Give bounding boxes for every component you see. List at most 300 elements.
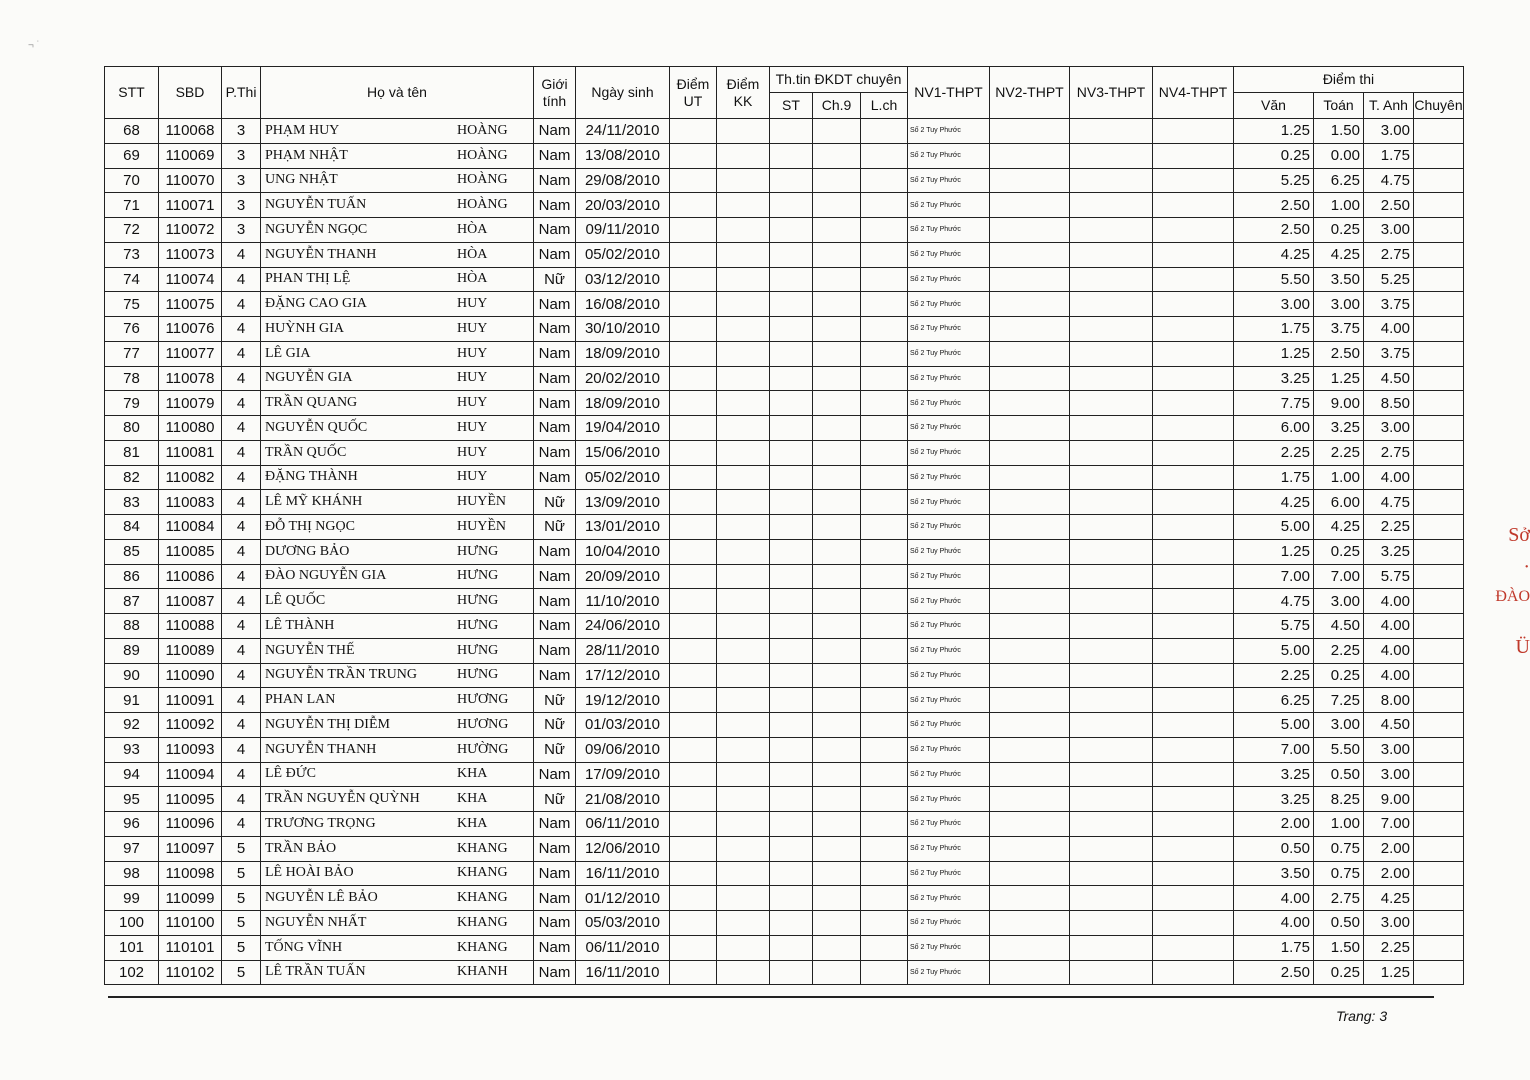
cell-chuyen — [1414, 861, 1464, 886]
cell-st — [770, 861, 813, 886]
col-nv1: NV1-THPT — [908, 67, 990, 119]
cell-gioitinh: Nữ — [534, 515, 576, 540]
stamp-fragment-1: Sở — [1508, 524, 1530, 546]
cell-diemut — [670, 341, 717, 366]
cell-nv3 — [1070, 490, 1153, 515]
cell-pthi: 5 — [222, 861, 261, 886]
cell-nv2 — [990, 812, 1070, 837]
cell-pthi: 4 — [222, 391, 261, 416]
ho-lot: PHAN LAN — [265, 692, 336, 708]
cell-gioitinh: Nam — [534, 440, 576, 465]
cell-ch9 — [813, 515, 861, 540]
cell-ngaysinh: 28/11/2010 — [576, 638, 670, 663]
cell-st — [770, 168, 813, 193]
ten: HƯNG — [457, 617, 499, 633]
cell-nv3 — [1070, 267, 1153, 292]
cell-sbd: 110084 — [159, 515, 222, 540]
cell-nv4 — [1153, 391, 1234, 416]
ho-lot: NGUYỄN THẾ — [265, 642, 355, 658]
ho-lot: DƯƠNG BẢO — [265, 543, 350, 559]
cell-chuyen — [1414, 515, 1464, 540]
cell-nv1: Số 2 Tuy Phước — [908, 490, 990, 515]
cell-nv1: Số 2 Tuy Phước — [908, 465, 990, 490]
cell-nv1: Số 2 Tuy Phước — [908, 638, 990, 663]
cell-nv3 — [1070, 911, 1153, 936]
cell-lch — [861, 836, 908, 861]
cell-nv3 — [1070, 787, 1153, 812]
cell-chuyen — [1414, 787, 1464, 812]
cell-toan: 0.25 — [1314, 663, 1364, 688]
cell-chuyen — [1414, 440, 1464, 465]
cell-sbd: 110099 — [159, 886, 222, 911]
cell-diemkk — [717, 886, 770, 911]
cell-pthi: 5 — [222, 886, 261, 911]
cell-name — [261, 713, 534, 738]
cell-toan: 2.25 — [1314, 638, 1364, 663]
cell-lch — [861, 143, 908, 168]
cell-st — [770, 762, 813, 787]
cell-name — [261, 836, 534, 861]
cell-chuyen — [1414, 762, 1464, 787]
cell-st — [770, 292, 813, 317]
cell-chuyen — [1414, 267, 1464, 292]
cell-lch — [861, 490, 908, 515]
cell-ngaysinh: 17/12/2010 — [576, 663, 670, 688]
table-row — [105, 960, 1519, 985]
cell-ngaysinh: 15/06/2010 — [576, 440, 670, 465]
cell-diemkk — [717, 242, 770, 267]
cell-van: 2.50 — [1234, 960, 1314, 985]
cell-ngaysinh: 06/11/2010 — [576, 935, 670, 960]
table-row — [105, 391, 1519, 416]
ten: HOÀNG — [457, 122, 508, 138]
cell-diemkk — [717, 812, 770, 837]
cell-st — [770, 564, 813, 589]
cell-pthi: 4 — [222, 416, 261, 441]
cell-anh: 2.00 — [1364, 836, 1414, 861]
cell-st — [770, 267, 813, 292]
ten: HUY — [457, 370, 488, 386]
cell-chuyen — [1414, 193, 1464, 218]
cell-pthi: 3 — [222, 218, 261, 243]
cell-toan: 1.00 — [1314, 812, 1364, 837]
stamp-fragment-3: ĐÀO — [1495, 588, 1530, 605]
cell-pthi: 4 — [222, 242, 261, 267]
ho-lot: LÊ THÀNH — [265, 617, 335, 633]
cell-nv1: Số 2 Tuy Phước — [908, 539, 990, 564]
cell-diemkk — [717, 935, 770, 960]
ho-lot: PHẠM NHẬT — [265, 147, 348, 163]
ten: HUY — [457, 395, 488, 411]
cell-gioitinh: Nam — [534, 416, 576, 441]
ten: HOÀNG — [457, 197, 508, 213]
cell-toan: 0.75 — [1314, 836, 1364, 861]
cell-nv4 — [1153, 960, 1234, 985]
cell-diemkk — [717, 341, 770, 366]
cell-stt: 97 — [105, 836, 159, 861]
cell-van: 4.25 — [1234, 242, 1314, 267]
page-number: 3 — [1379, 1008, 1388, 1024]
cell-gioitinh: Nam — [534, 836, 576, 861]
cell-lch — [861, 193, 908, 218]
cell-ngaysinh: 05/02/2010 — [576, 242, 670, 267]
cell-toan: 3.00 — [1314, 713, 1364, 738]
cell-name — [261, 218, 534, 243]
cell-van: 0.25 — [1234, 143, 1314, 168]
cell-nv1: Số 2 Tuy Phước — [908, 713, 990, 738]
cell-diemut — [670, 762, 717, 787]
cell-nv3 — [1070, 143, 1153, 168]
cell-sbd: 110096 — [159, 812, 222, 837]
cell-ch9 — [813, 935, 861, 960]
cell-anh: 3.00 — [1364, 416, 1414, 441]
cell-stt: 80 — [105, 416, 159, 441]
ten: HOÀNG — [457, 147, 508, 163]
cell-name — [261, 539, 534, 564]
cell-gioitinh: Nam — [534, 292, 576, 317]
cell-lch — [861, 391, 908, 416]
cell-ngaysinh: 13/08/2010 — [576, 143, 670, 168]
table-row — [105, 490, 1519, 515]
cell-ch9 — [813, 812, 861, 837]
cell-gioitinh: Nam — [534, 935, 576, 960]
ho-lot: TRẦN QUANG — [265, 395, 358, 411]
cell-pthi: 4 — [222, 317, 261, 342]
table-row — [105, 935, 1519, 960]
cell-ch9 — [813, 663, 861, 688]
col-nv3: NV3-THPT — [1070, 67, 1153, 119]
ten: HUY — [457, 419, 488, 435]
cell-nv1: Số 2 Tuy Phước — [908, 911, 990, 936]
cell-stt: 76 — [105, 317, 159, 342]
cell-anh: 3.00 — [1364, 911, 1414, 936]
cell-ngaysinh: 19/12/2010 — [576, 688, 670, 713]
cell-stt: 102 — [105, 960, 159, 985]
cell-gioitinh: Nam — [534, 663, 576, 688]
cell-nv2 — [990, 143, 1070, 168]
cell-toan: 6.25 — [1314, 168, 1364, 193]
stamp-fragment-2: · — [1523, 556, 1530, 578]
cell-gioitinh: Nam — [534, 960, 576, 985]
cell-nv3 — [1070, 465, 1153, 490]
ten: HÒA — [457, 221, 488, 237]
table-row — [105, 317, 1519, 342]
cell-anh: 2.25 — [1364, 515, 1414, 540]
cell-van: 1.75 — [1234, 935, 1314, 960]
cell-nv2 — [990, 267, 1070, 292]
cell-st — [770, 935, 813, 960]
cell-diemut — [670, 267, 717, 292]
cell-gioitinh: Nam — [534, 193, 576, 218]
cell-nv3 — [1070, 416, 1153, 441]
ten: HƯƠNG — [457, 716, 509, 732]
cell-toan: 0.25 — [1314, 539, 1364, 564]
cell-van: 4.00 — [1234, 886, 1314, 911]
cell-stt: 79 — [105, 391, 159, 416]
cell-stt: 87 — [105, 589, 159, 614]
cell-name — [261, 143, 534, 168]
cell-diemut — [670, 564, 717, 589]
cell-nv1: Số 2 Tuy Phước — [908, 861, 990, 886]
cell-sbd: 110071 — [159, 193, 222, 218]
cell-diemkk — [717, 960, 770, 985]
cell-gioitinh: Nam — [534, 143, 576, 168]
cell-nv3 — [1070, 168, 1153, 193]
cell-nv2 — [990, 713, 1070, 738]
cell-van: 4.75 — [1234, 589, 1314, 614]
cell-nv2 — [990, 242, 1070, 267]
cell-name — [261, 168, 534, 193]
cell-name — [261, 886, 534, 911]
cell-ch9 — [813, 317, 861, 342]
cell-nv4 — [1153, 663, 1234, 688]
ten: KHANG — [457, 865, 508, 881]
ho-lot: NGUYỄN THỊ DIỄM — [265, 716, 390, 732]
cell-stt: 83 — [105, 490, 159, 515]
table-row — [105, 416, 1519, 441]
cell-diemkk — [717, 366, 770, 391]
cell-gioitinh: Nam — [534, 762, 576, 787]
cell-ch9 — [813, 267, 861, 292]
cell-name — [261, 242, 534, 267]
cell-name — [261, 267, 534, 292]
cell-anh: 2.50 — [1364, 193, 1414, 218]
cell-sbd: 110078 — [159, 366, 222, 391]
cell-nv2 — [990, 688, 1070, 713]
cell-name — [261, 861, 534, 886]
cell-ngaysinh: 03/12/2010 — [576, 267, 670, 292]
cell-ngaysinh: 10/04/2010 — [576, 539, 670, 564]
cell-van: 1.75 — [1234, 317, 1314, 342]
cell-diemkk — [717, 638, 770, 663]
cell-pthi: 5 — [222, 911, 261, 936]
cell-pthi: 4 — [222, 539, 261, 564]
cell-nv3 — [1070, 119, 1153, 144]
cell-gioitinh: Nữ — [534, 787, 576, 812]
cell-sbd: 110077 — [159, 341, 222, 366]
ho-lot: NGUYỄN QUỐC — [265, 419, 368, 435]
ho-lot: ĐỖ THỊ NGỌC — [265, 518, 355, 534]
cell-toan: 9.00 — [1314, 391, 1364, 416]
cell-sbd: 110073 — [159, 242, 222, 267]
cell-diemkk — [717, 515, 770, 540]
cell-name — [261, 193, 534, 218]
cell-diemut — [670, 737, 717, 762]
ten: HUY — [457, 469, 488, 485]
cell-van: 6.00 — [1234, 416, 1314, 441]
cell-sbd: 110091 — [159, 688, 222, 713]
cell-diemut — [670, 935, 717, 960]
cell-diemkk — [717, 391, 770, 416]
cell-diemkk — [717, 539, 770, 564]
cell-st — [770, 193, 813, 218]
cell-anh: 8.00 — [1364, 688, 1414, 713]
cell-ngaysinh: 05/03/2010 — [576, 911, 670, 936]
cell-pthi: 4 — [222, 465, 261, 490]
table-row — [105, 515, 1519, 540]
cell-nv2 — [990, 935, 1070, 960]
cell-chuyen — [1414, 242, 1464, 267]
cell-toan: 3.00 — [1314, 589, 1364, 614]
cell-stt: 89 — [105, 638, 159, 663]
cell-anh: 2.25 — [1364, 935, 1414, 960]
cell-sbd: 110068 — [159, 119, 222, 144]
cell-ch9 — [813, 737, 861, 762]
cell-name — [261, 317, 534, 342]
cell-diemkk — [717, 465, 770, 490]
cell-sbd: 110085 — [159, 539, 222, 564]
cell-nv4 — [1153, 812, 1234, 837]
cell-ch9 — [813, 589, 861, 614]
cell-chuyen — [1414, 539, 1464, 564]
cell-gioitinh: Nữ — [534, 688, 576, 713]
cell-ngaysinh: 24/11/2010 — [576, 119, 670, 144]
cell-ngaysinh: 16/11/2010 — [576, 861, 670, 886]
cell-nv4 — [1153, 762, 1234, 787]
ho-lot: PHẠM HUY — [265, 122, 340, 138]
cell-toan: 4.25 — [1314, 515, 1364, 540]
cell-st — [770, 341, 813, 366]
cell-pthi: 3 — [222, 193, 261, 218]
cell-pthi: 4 — [222, 737, 261, 762]
results-table — [104, 66, 1519, 985]
cell-pthi: 5 — [222, 960, 261, 985]
cell-ch9 — [813, 564, 861, 589]
cell-sbd: 110095 — [159, 787, 222, 812]
cell-gioitinh: Nam — [534, 638, 576, 663]
cell-sbd: 110093 — [159, 737, 222, 762]
cell-diemut — [670, 911, 717, 936]
cell-name — [261, 366, 534, 391]
cell-chuyen — [1414, 391, 1464, 416]
ten: KHANG — [457, 939, 508, 955]
stamp-fragment-4: Ü — [1515, 636, 1530, 658]
col-pthi: P.Thi — [222, 67, 261, 119]
cell-stt: 90 — [105, 663, 159, 688]
cell-lch — [861, 688, 908, 713]
cell-lch — [861, 440, 908, 465]
ten: HƯNG — [457, 568, 499, 584]
cell-gioitinh: Nam — [534, 242, 576, 267]
cell-ngaysinh: 11/10/2010 — [576, 589, 670, 614]
cell-nv2 — [990, 638, 1070, 663]
cell-nv2 — [990, 218, 1070, 243]
cell-name — [261, 935, 534, 960]
cell-gioitinh: Nữ — [534, 737, 576, 762]
cell-toan: 3.25 — [1314, 416, 1364, 441]
cell-nv2 — [990, 465, 1070, 490]
cell-name — [261, 292, 534, 317]
cell-chuyen — [1414, 292, 1464, 317]
col-nv2: NV2-THPT — [990, 67, 1070, 119]
cell-nv3 — [1070, 292, 1153, 317]
cell-lch — [861, 515, 908, 540]
ho-lot: NGUYỄN THANH — [265, 741, 377, 757]
cell-pthi: 4 — [222, 663, 261, 688]
ho-lot: TRƯƠNG TRỌNG — [265, 815, 376, 831]
cell-nv4 — [1153, 564, 1234, 589]
cell-toan: 2.75 — [1314, 886, 1364, 911]
cell-st — [770, 911, 813, 936]
cell-pthi: 4 — [222, 564, 261, 589]
cell-diemut — [670, 218, 717, 243]
cell-ch9 — [813, 341, 861, 366]
cell-van: 3.25 — [1234, 366, 1314, 391]
cell-st — [770, 218, 813, 243]
cell-ngaysinh: 20/02/2010 — [576, 366, 670, 391]
cell-van: 7.75 — [1234, 391, 1314, 416]
cell-anh: 4.00 — [1364, 614, 1414, 639]
cell-nv1: Số 2 Tuy Phước — [908, 218, 990, 243]
ho-lot: HUỲNH GIA — [265, 320, 344, 336]
table-row — [105, 119, 1519, 144]
cell-anh: 4.00 — [1364, 589, 1414, 614]
table-row — [105, 366, 1519, 391]
cell-nv1: Số 2 Tuy Phước — [908, 589, 990, 614]
table-row — [105, 886, 1519, 911]
cell-diemkk — [717, 119, 770, 144]
cell-diemut — [670, 292, 717, 317]
cell-nv3 — [1070, 812, 1153, 837]
cell-st — [770, 119, 813, 144]
cell-anh: 5.75 — [1364, 564, 1414, 589]
cell-pthi: 4 — [222, 787, 261, 812]
ho-lot: TRẦN NGUYỄN QUỲNH — [265, 791, 420, 807]
cell-chuyen — [1414, 366, 1464, 391]
cell-nv4 — [1153, 292, 1234, 317]
cell-diemut — [670, 317, 717, 342]
cell-chuyen — [1414, 688, 1464, 713]
cell-ch9 — [813, 960, 861, 985]
cell-nv3 — [1070, 935, 1153, 960]
cell-anh: 2.75 — [1364, 440, 1414, 465]
cell-ch9 — [813, 292, 861, 317]
cell-stt: 98 — [105, 861, 159, 886]
cell-gioitinh: Nam — [534, 366, 576, 391]
cell-diemut — [670, 193, 717, 218]
ten: HUY — [457, 345, 488, 361]
col-diemut: Điểm UT — [670, 67, 717, 119]
ten: HÒA — [457, 271, 488, 287]
cell-nv3 — [1070, 515, 1153, 540]
col-gioitinh: Giới tính — [534, 67, 576, 119]
table-body — [105, 119, 1519, 985]
cell-diemkk — [717, 762, 770, 787]
table-row — [105, 564, 1519, 589]
cell-anh: 4.00 — [1364, 317, 1414, 342]
cell-toan: 3.75 — [1314, 317, 1364, 342]
cell-diemkk — [717, 911, 770, 936]
cell-toan: 8.25 — [1314, 787, 1364, 812]
ten: HUY — [457, 444, 488, 460]
ho-lot: ĐẶNG CAO GIA — [265, 296, 367, 312]
cell-sbd: 110070 — [159, 168, 222, 193]
cell-diemkk — [717, 663, 770, 688]
cell-ch9 — [813, 143, 861, 168]
cell-nv2 — [990, 911, 1070, 936]
results-sheet — [104, 66, 1519, 985]
table-row — [105, 193, 1519, 218]
cell-stt: 100 — [105, 911, 159, 936]
table-row — [105, 465, 1519, 490]
cell-nv3 — [1070, 440, 1153, 465]
cell-toan: 0.50 — [1314, 762, 1364, 787]
cell-ch9 — [813, 218, 861, 243]
cell-nv4 — [1153, 267, 1234, 292]
cell-ngaysinh: 18/09/2010 — [576, 341, 670, 366]
cell-chuyen — [1414, 490, 1464, 515]
cell-gioitinh: Nữ — [534, 713, 576, 738]
